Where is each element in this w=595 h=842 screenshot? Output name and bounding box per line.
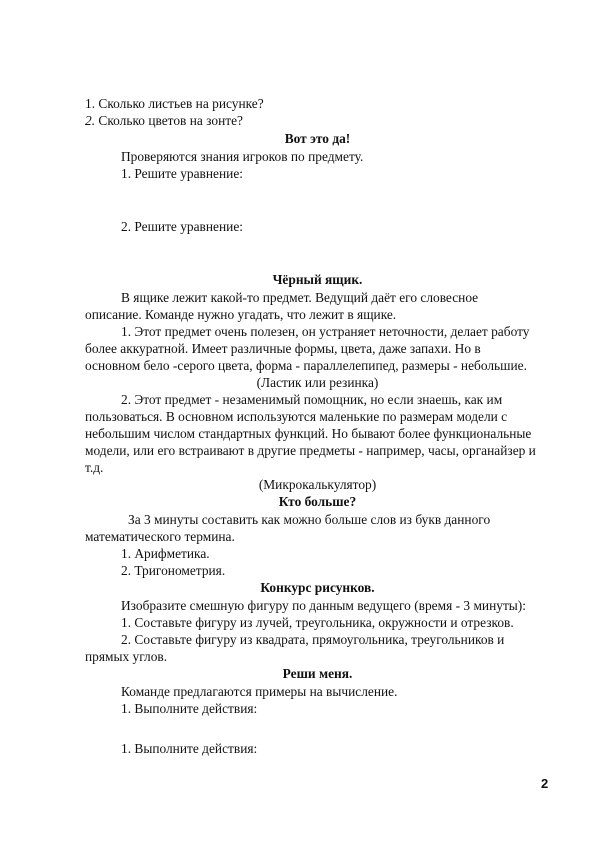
kto-bolshe-word-2: 2. Тригонометрия. bbox=[121, 563, 226, 578]
kto-bolshe-intro-line-2: математического термина. bbox=[85, 529, 235, 544]
kto-bolshe-word-1: 1. Арифметика. bbox=[121, 546, 210, 561]
black-box-item-2-line-5: т.д. bbox=[85, 460, 104, 475]
question-flowers-text: Сколько цветов на зонте? bbox=[95, 113, 243, 128]
black-box-intro-line-2: описание. Команде нужно угадать, что лежит в ящике. bbox=[85, 307, 397, 322]
heading-kto-bolshe: Кто больше? bbox=[278, 494, 357, 509]
drawing-contest-intro: Изобразите смешную фигуру по данным ведущего (время - 3 минуты): bbox=[121, 598, 526, 613]
vot-eto-da-intro: Проверяются знания игроков по предмету. bbox=[121, 149, 364, 164]
black-box-item-2-line-2: пользоваться. В основном используются маленькие по размерам модели с bbox=[85, 409, 508, 424]
drawing-contest-task-2-line-2: прямых углов. bbox=[85, 649, 168, 664]
reshi-menya-intro: Команде предлагаются примеры на вычисление. bbox=[121, 684, 398, 699]
black-box-item-1-line-3: основном бело -серого цвета, форма - параллелепипед, размеры - небольшие. bbox=[85, 358, 527, 373]
question-leaves: 1. Сколько листьев на рисунке? bbox=[85, 96, 264, 111]
drawing-contest-task-1: 1. Составьте фигуру из лучей, треугольника, окружности и отрезков. bbox=[121, 615, 514, 630]
black-box-item-2-line-4: модели, или его встраивают в другие предметы - например, часы, органайзер и bbox=[85, 443, 536, 458]
page-number: 2 bbox=[541, 776, 549, 791]
heading-drawing-contest: Конкурс рисунков. bbox=[260, 580, 375, 595]
heading-black-box: Чёрный ящик. bbox=[272, 272, 363, 287]
question-flowers-number: 2. bbox=[85, 113, 96, 128]
question-flowers bbox=[85, 113, 243, 129]
reshi-menya-task-2: 1. Выполните действия: bbox=[121, 741, 258, 756]
black-box-item-2-line-1: 2. Этот предмет - незаменимый помощник, но если знаешь, как им bbox=[121, 392, 503, 407]
black-box-item-1-line-1: 1. Этот предмет очень полезен, он устраняет неточности, делает работу bbox=[121, 324, 530, 339]
black-box-item-2-line-3: небольшим числом стандартных функций. Но бывают более функциональные bbox=[85, 426, 532, 441]
black-box-intro-line-1: В ящике лежит какой-то предмет. Ведущий даёт его словесное bbox=[121, 290, 479, 305]
vot-eto-da-task-2: 2. Решите уравнение: bbox=[121, 219, 243, 234]
drawing-contest-task-2-line-1: 2. Составьте фигуру из квадрата, прямоугольника, треугольников и bbox=[121, 632, 505, 647]
black-box-answer-1: (Ластик или резинка) bbox=[256, 375, 379, 390]
black-box-answer-2: (Микрокалькулятор) bbox=[258, 477, 377, 492]
heading-reshi-menya: Реши меня. bbox=[282, 666, 353, 681]
black-box-item-1-line-2: более аккуратной. Имеет различные формы, цвета, даже запахи. Но в bbox=[85, 341, 481, 356]
vot-eto-da-task-1: 1. Решите уравнение: bbox=[121, 166, 243, 181]
heading-vot-eto-da: Вот это да! bbox=[284, 131, 351, 146]
reshi-menya-task-1: 1. Выполните действия: bbox=[121, 701, 258, 716]
kto-bolshe-intro-line-1: За 3 минуты составить как можно больше слов из букв данного bbox=[128, 512, 491, 527]
